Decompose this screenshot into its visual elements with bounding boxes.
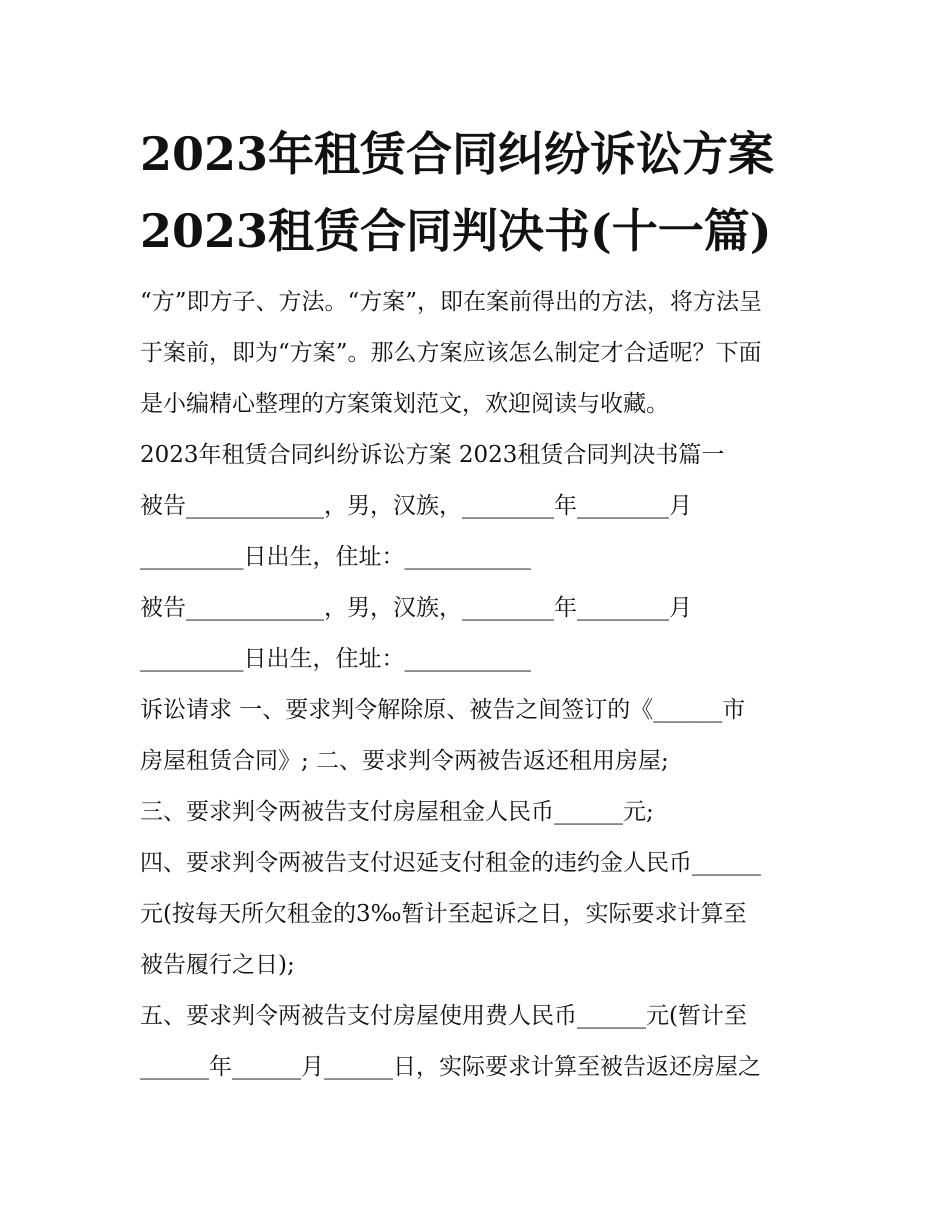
- document-title: [140, 116, 830, 270]
- defendant-line: _________日出生，住址：___________: [140, 646, 531, 672]
- document-body: [140, 277, 820, 1093]
- defendant-line: 被告____________，男，汉族，________年________月: [140, 493, 692, 519]
- title-line-1: 2023年租赁合同纠纷诉讼方案: [140, 127, 775, 181]
- body-line: “方”即方子、方法。“方案”，即在案前得出的方法，将方法呈: [140, 289, 763, 315]
- claim-line: 五、要求判令两被告支付房屋使用费人民币______元(暂计至: [140, 1003, 747, 1029]
- claim-line: 三、要求判令两被告支付房屋租金人民币______元;: [140, 799, 654, 825]
- title-line-2: 2023租赁合同判决书(十一篇): [140, 204, 772, 258]
- claim-line: 元(按每天所欠租金的3‰暂计至起诉之日，实际要求计算至: [140, 901, 747, 927]
- claim-line: 诉讼请求 一、要求判令解除原、被告之间签订的《______市: [140, 697, 746, 723]
- claim-line: 房屋租赁合同》; 二、要求判令两被告返还租用房屋;: [140, 748, 669, 774]
- claim-line: 被告履行之日);: [140, 952, 295, 978]
- body-line: 是小编精心整理的方案策划范文，欢迎阅读与收藏。: [140, 391, 669, 417]
- claim-line: ______年______月______日，实际要求计算至被告返还房屋之: [140, 1054, 761, 1080]
- claim-line: 四、要求判令两被告支付迟延支付租金的违约金人民币______: [140, 850, 761, 876]
- defendant-line: 被告____________，男，汉族，________年________月: [140, 595, 692, 621]
- section-heading: 2023年租赁合同纠纷诉讼方案 2023租赁合同判决书篇一: [140, 442, 725, 468]
- body-line: 于案前，即为“方案”。那么方案应该怎么制定才合适呢？下面: [140, 340, 762, 366]
- defendant-line: _________日出生，住址：___________: [140, 544, 531, 570]
